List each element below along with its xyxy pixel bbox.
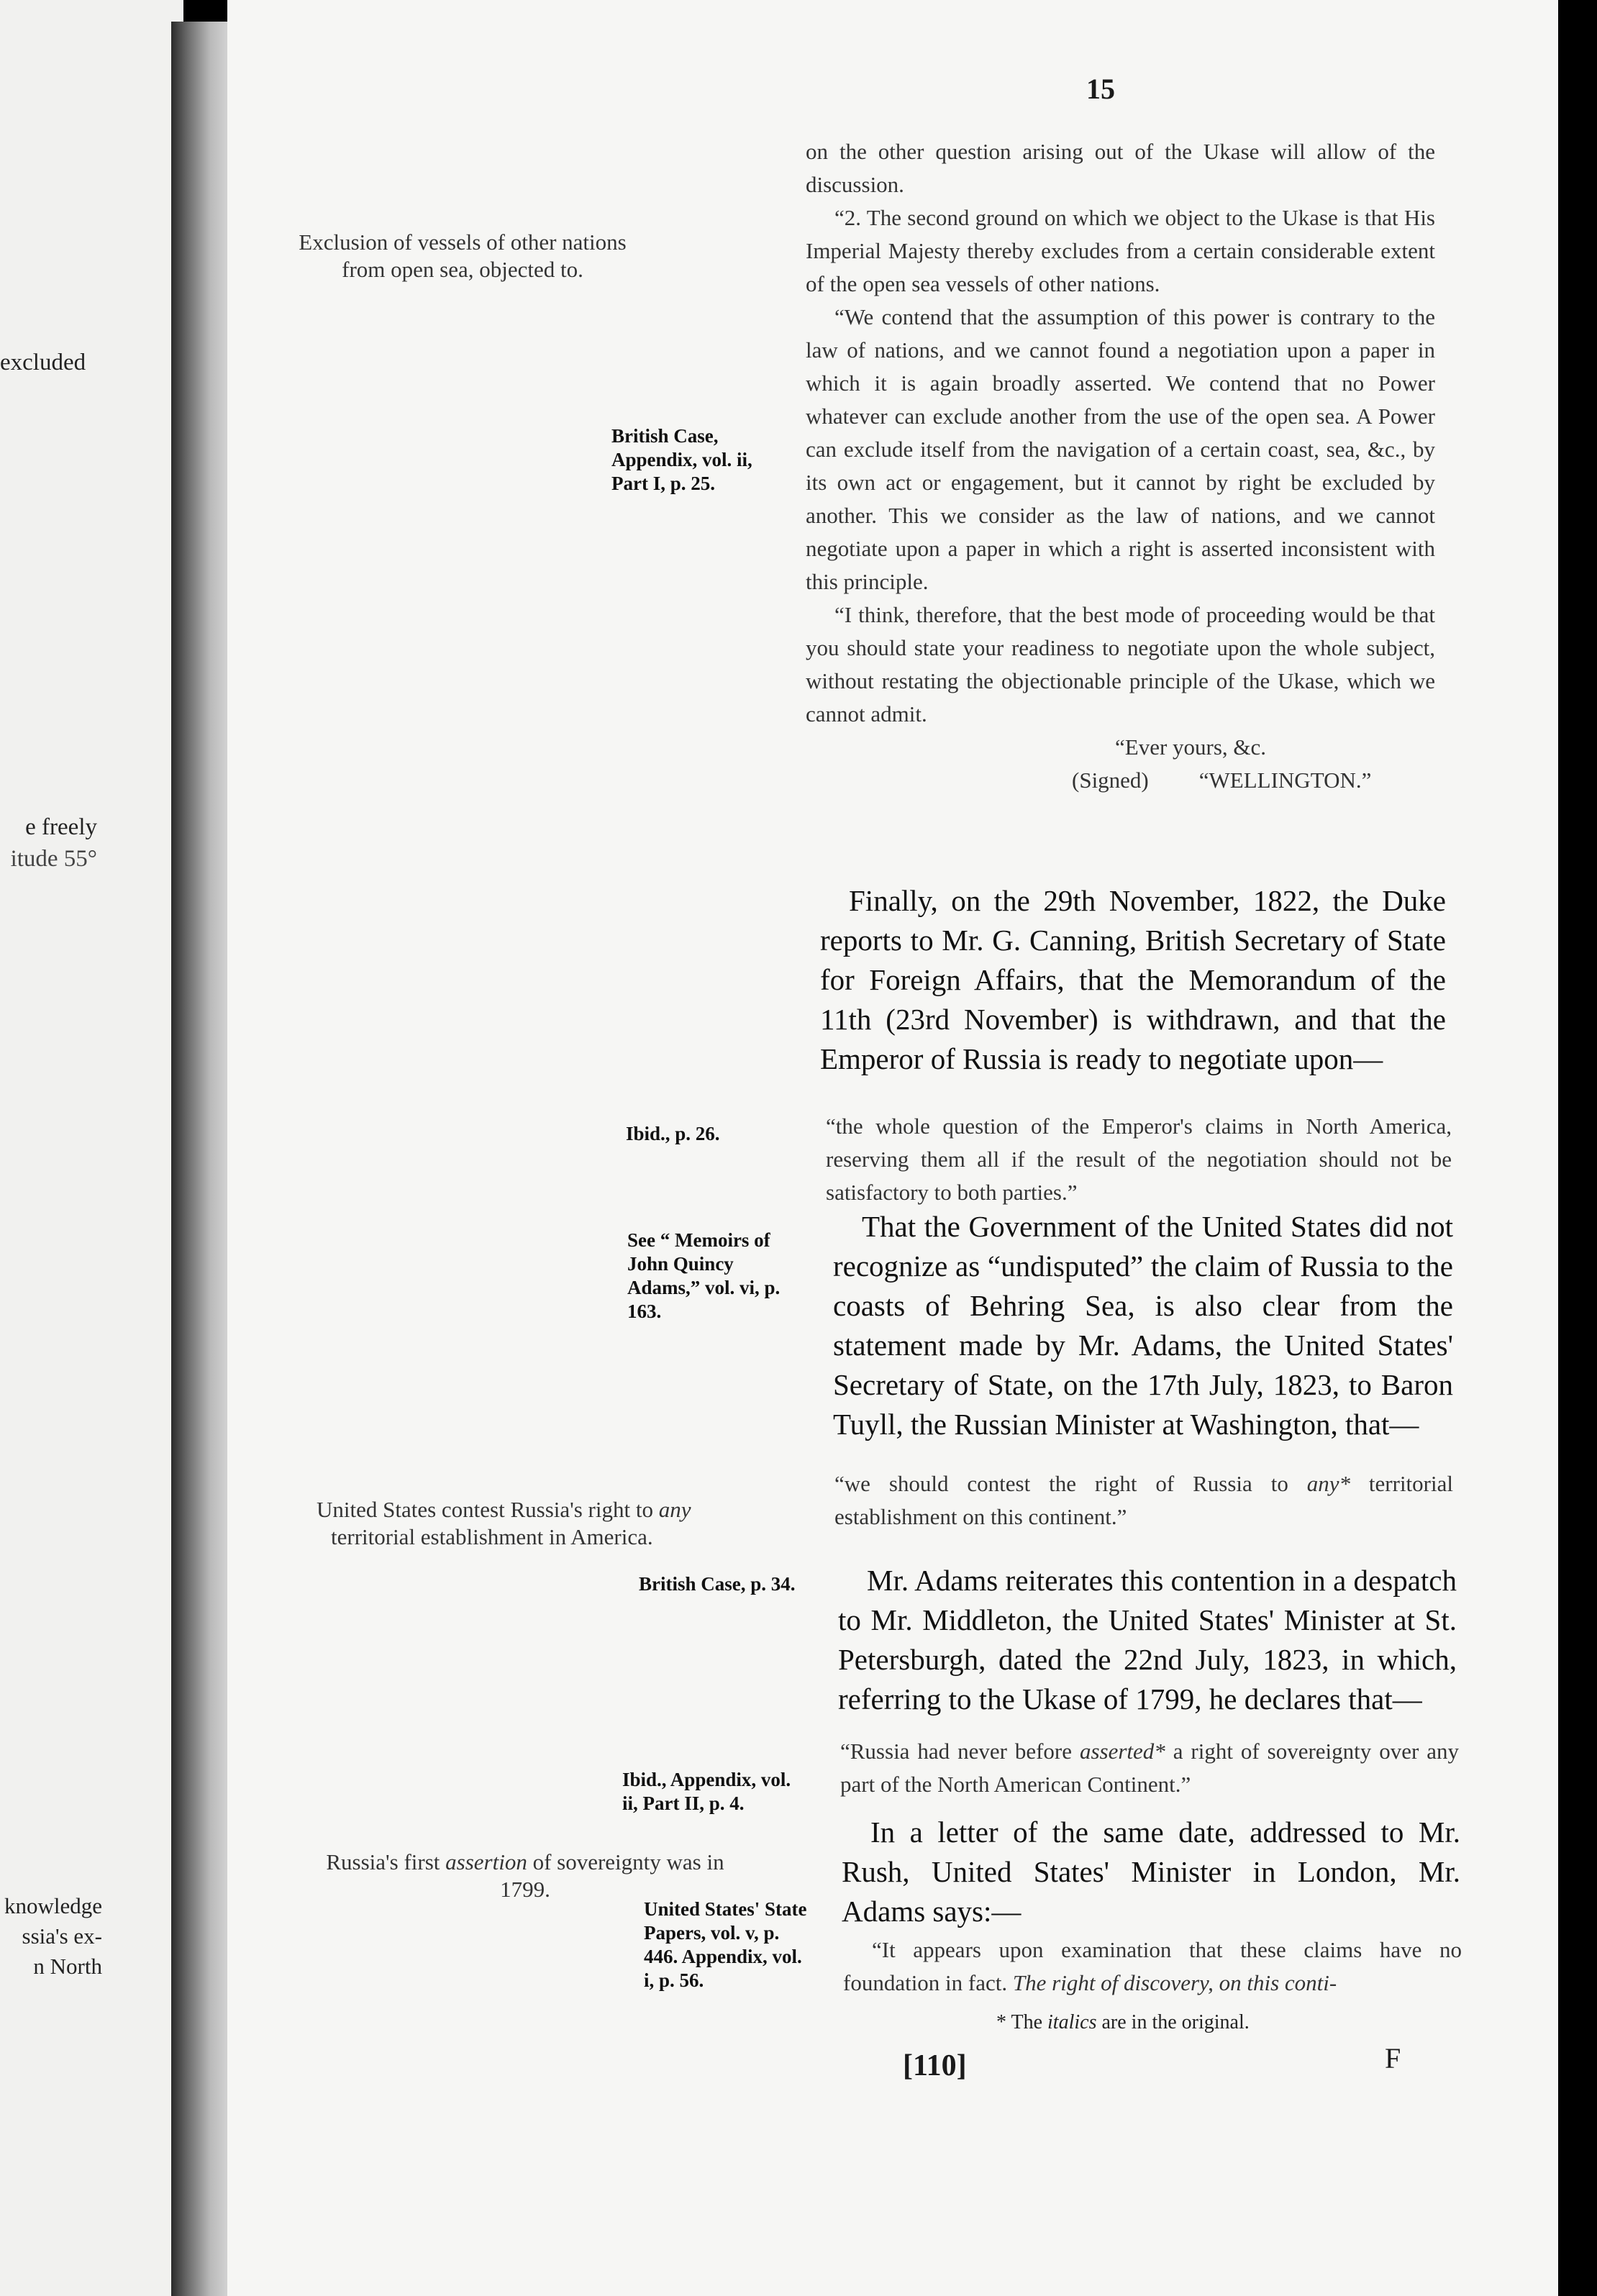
letter-paragraph: “We contend that the assumption of this power is contrary to the law of nations, and we cannot found a negotiation upon a paper in which it is again broadly asserted. We contend that no Power whatever can exclude another from the use of the open sea. A Power can exclude itself from the navigation of a certain coast, sea, &c., by its own act or engagement, but it cannot by right be excluded by another. This we consider as the law of nations, and we cannot negotiate upon a paper in which a right is asserted inconsistent with this principle. [806, 304, 1435, 594]
scan-border [1558, 0, 1597, 2296]
gathering-letter: F [1385, 2042, 1401, 2074]
page-number: 15 [1086, 73, 1115, 105]
sidenote-exclusion: Exclusion of vessels of other nations from open sea, objected to. [299, 229, 627, 282]
body-paragraph-government: That the Government of the United States did not recognize as “undisputed” the claim of Russia to the coasts of Behring Sea, is also clear from the statement made by Mr. Adams, the United States' Secretary of State, on the 17th July, 1823, to Baron Tuyll, the Russian Minister at Washington, that— [833, 1210, 1453, 1441]
prev-page-fragment: knowledge [4, 1893, 102, 1918]
citation-british-case-34: British Case, p. 34. [639, 1573, 796, 1595]
citation-ibid-appendix: Ibid., Appendix, vol. ii, Part II, p. 4. [622, 1769, 791, 1814]
prev-page-fragment: itude 55° [10, 846, 97, 872]
letter-paragraph: on the other question arising out of the Ukase will allow of the discussion. [806, 139, 1435, 197]
prev-page-fragment: n North [33, 1954, 102, 1979]
body-paragraph-rush: In a letter of the same date, addressed to Mr. Rush, United States' Minister in London, Mr. Adams says:— [842, 1816, 1460, 1928]
body-paragraph-finally: Finally, on the 29th November, 1822, the Duke reports to Mr. G. Canning, British Secretary of State for Foreign Affairs, that the Memorandum of the 11th (23rd November) is withdrawn, and that the Emperor of Russia is ready to negotiate upon— [820, 884, 1446, 1075]
letter-paragraph: “I think, therefore, that the best mode of proceeding would be that you should state your readiness to negotiate upon the whole subject, without restating the objectionable principle of the Ukase, which we cannot admit. [806, 602, 1435, 726]
sidenote-us-contest: United States contest Russia's right to any territorial establishment in America. [317, 1497, 691, 1549]
quote-appears: “It appears upon examination that these claims have no foundation in fact. The right of discovery, on this conti- [843, 1937, 1462, 1995]
quote-never-asserted: “Russia had never before asserted* a right of sovereignty over any part of the North American Continent.” [840, 1739, 1460, 1797]
citation-ibid-26: Ibid., p. 26. [626, 1123, 720, 1144]
sidenote-first-assertion: Russia's first assertion of sovereignty was in 1799. [326, 1849, 724, 1902]
quote-whole-question: “the whole question of the Emperor's claims in North America, reserving them all if the result of the negotiation should not be satisfactory to both parties.” [826, 1113, 1452, 1205]
body-paragraph-adams: Mr. Adams reiterates this contention in a despatch to Mr. Middleton, the United States' Minister at St. Petersburgh, dated the 22nd July, 1823, in which, referring to the Ukase of 1799, he declares that— [838, 1564, 1457, 1716]
wellington-letter [806, 135, 1435, 797]
signature-mark: [110] [903, 2049, 967, 2082]
footnote: * The italics are in the original. [996, 2011, 1250, 2033]
book-gutter [171, 22, 236, 2296]
prev-page-fragment: ssia's ex- [22, 1923, 102, 1949]
citation-memoirs: See “ Memoirs of John Quincy Adams,” vol. vi, p. 163. [627, 1229, 781, 1322]
prev-page-fragment: e freely [25, 814, 97, 840]
letter-signature: (Signed) “WELLINGTON.” [1072, 767, 1372, 793]
citation-british-case-appendix: British Case, Appendix, vol. ii, Part I, p. 25. [611, 425, 752, 494]
quote-contest: “we should contest the right of Russia to any* territorial establishment on this continent.” [834, 1471, 1453, 1529]
prev-page-fragment: excluded [0, 350, 86, 375]
citation-us-state-papers: United States' State Papers, vol. v, p. 446. Appendix, vol. i, p. 56. [644, 1898, 807, 1991]
letter-paragraph: “2. The second ground on which we object to the Ukase is that His Imperial Majesty thereby excludes from a certain considerable extent of the open sea vessels of other nations. [806, 205, 1435, 296]
letter-closing: “Ever yours, &c. [1115, 734, 1267, 760]
